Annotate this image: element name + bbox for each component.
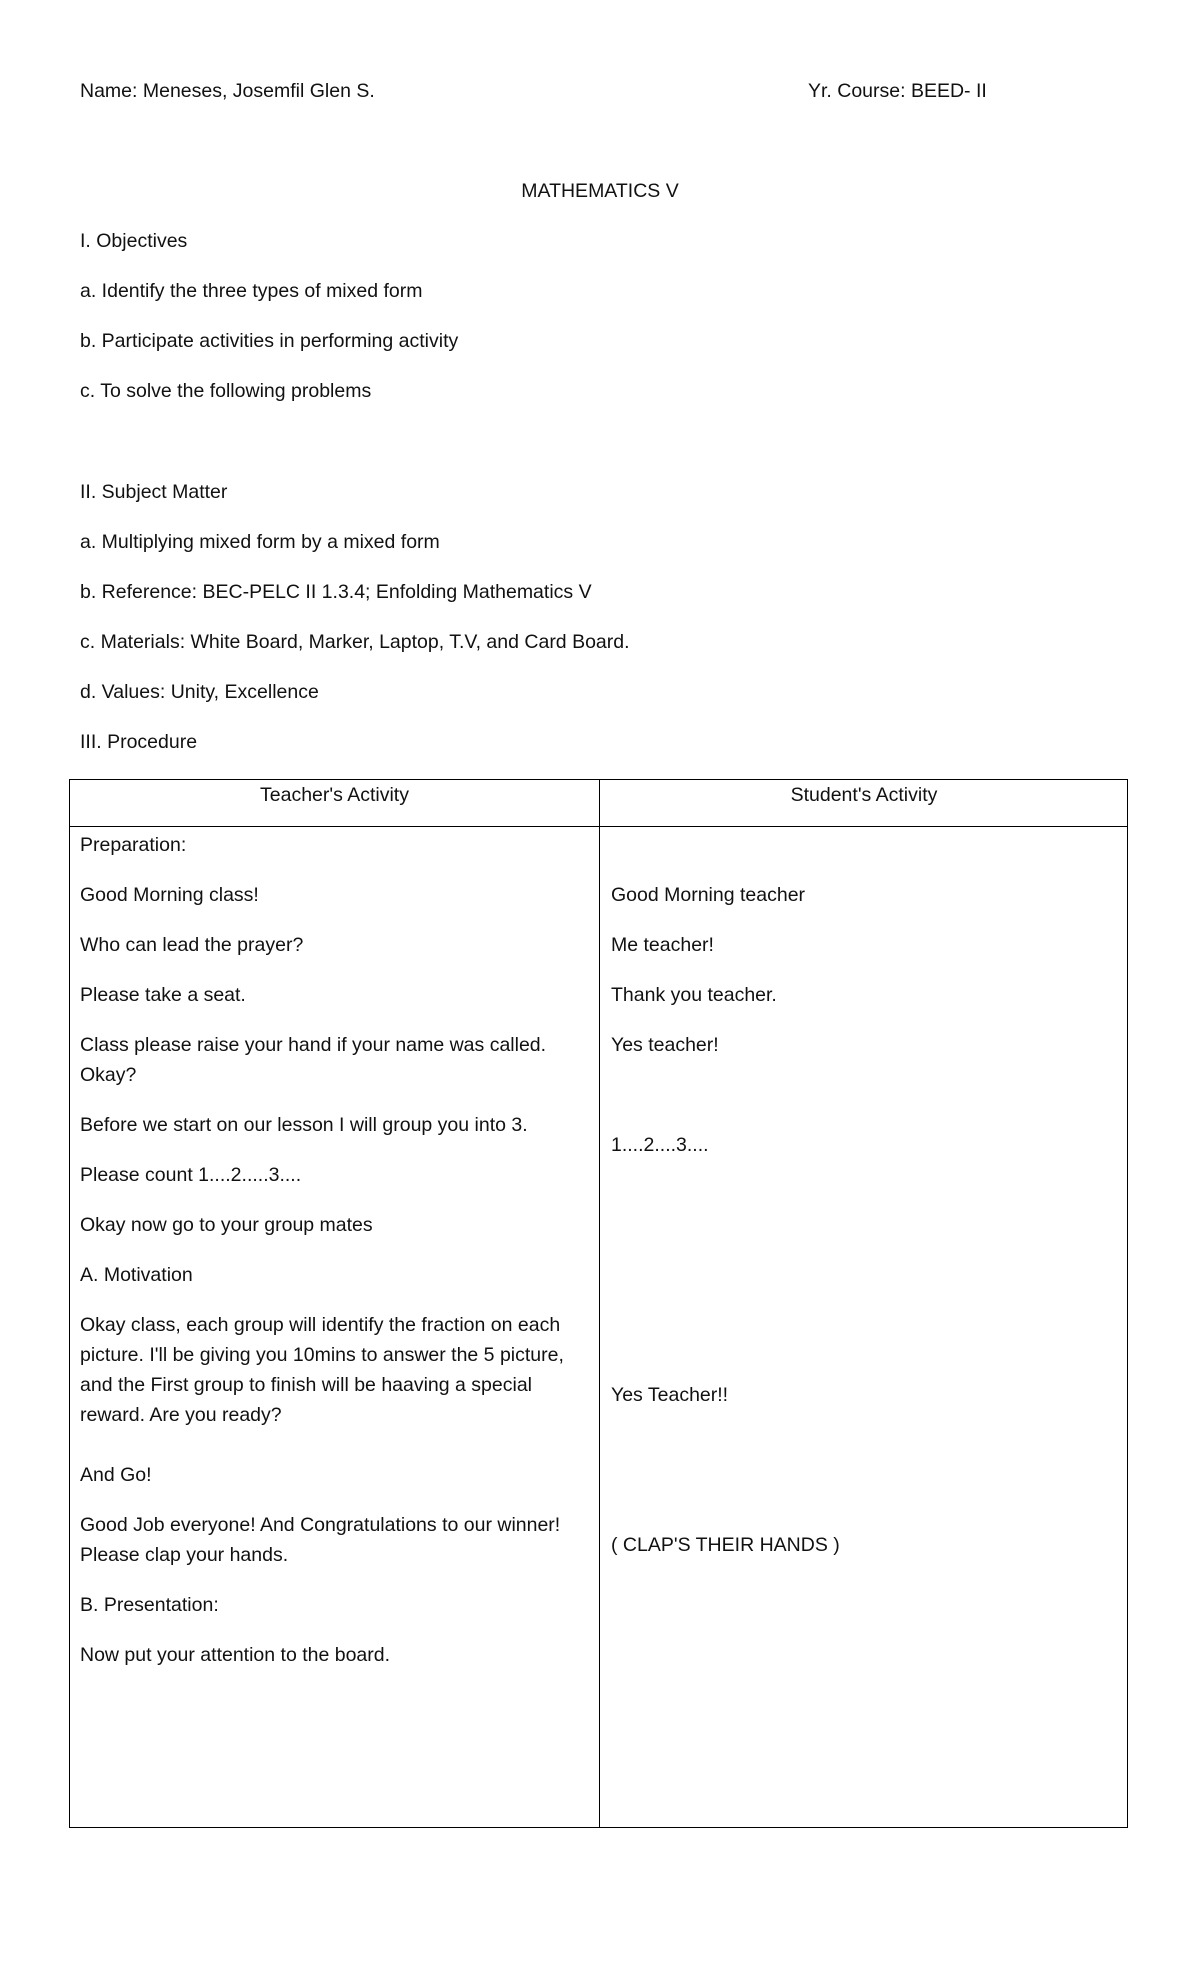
teacher-line: Now put your attention to the board. xyxy=(80,1644,391,1666)
student-line: Yes Teacher!! xyxy=(611,1384,729,1406)
student-line: ( CLAP'S THEIR HANDS ) xyxy=(611,1534,840,1556)
student-line: 1....2....3.... xyxy=(611,1134,709,1156)
document-header xyxy=(80,80,1120,106)
year-course: Yr. Course: BEED- II xyxy=(808,80,987,102)
teacher-activity-header: Teacher's Activity xyxy=(260,784,409,806)
teacher-line: Good Morning class! xyxy=(80,884,259,906)
student-line: Me teacher! xyxy=(611,934,714,956)
column-divider xyxy=(599,780,600,1827)
subject-matter-item: b. Reference: BEC-PELC II 1.3.4; Enfolding Mathematics V xyxy=(80,581,592,603)
student-line: Good Morning teacher xyxy=(611,884,806,906)
teacher-line: Good Job everyone! And Congratulations to our winner! Please clap your hands. xyxy=(80,1514,561,1566)
objective-item: c. To solve the following problems xyxy=(80,380,372,402)
teacher-line: Who can lead the prayer? xyxy=(80,934,304,956)
document-title: MATHEMATICS V xyxy=(521,180,679,202)
teacher-line: Okay now go to your group mates xyxy=(80,1214,373,1236)
subject-matter-item: a. Multiplying mixed form by a mixed form xyxy=(80,531,440,553)
teacher-line: Please take a seat. xyxy=(80,984,246,1006)
subject-matter-item: c. Materials: White Board, Marker, Laptop, T.V, and Card Board. xyxy=(80,631,630,653)
teacher-line: B. Presentation: xyxy=(80,1594,219,1616)
teacher-line: Class please raise your hand if your name was called. Okay? xyxy=(80,1034,547,1086)
teacher-line: Before we start on our lesson I will group you into 3. xyxy=(80,1114,528,1136)
procedure-table xyxy=(69,779,1128,1828)
header-divider xyxy=(70,826,1127,827)
teacher-line: Preparation: xyxy=(80,834,187,856)
teacher-line: Okay class, each group will identify the fraction on each picture. I'll be giving you 10mins to answer the 5 picture, and the First group to finish will be haaving a special reward. Are you ready? xyxy=(80,1314,564,1426)
student-activity-header: Student's Activity xyxy=(790,784,938,806)
objective-item: b. Participate activities in performing activity xyxy=(80,330,459,352)
student-line: Yes teacher! xyxy=(611,1034,719,1056)
subject-matter-item: d. Values: Unity, Excellence xyxy=(80,681,319,703)
teacher-line: Please count 1....2.....3.... xyxy=(80,1164,302,1186)
teacher-line: And Go! xyxy=(80,1464,152,1486)
subject-matter-heading: II. Subject Matter xyxy=(80,481,228,503)
objective-item: a. Identify the three types of mixed form xyxy=(80,280,423,302)
student-name: Name: Meneses, Josemfil Glen S. xyxy=(80,80,375,102)
student-line: Thank you teacher. xyxy=(611,984,777,1006)
procedure-heading: III. Procedure xyxy=(80,731,198,753)
objectives-heading: I. Objectives xyxy=(80,230,188,252)
teacher-line: A. Motivation xyxy=(80,1264,193,1286)
